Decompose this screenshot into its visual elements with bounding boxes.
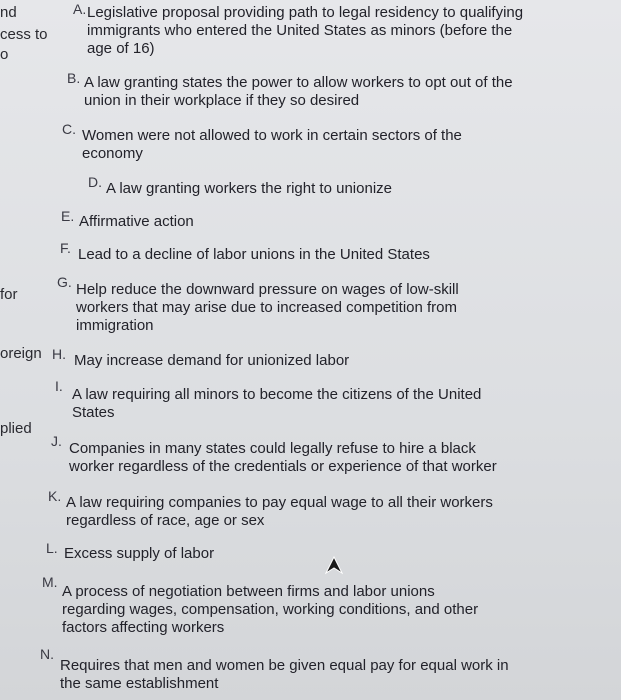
option-letter: K. xyxy=(48,488,62,504)
option-letter: I. xyxy=(55,378,63,394)
option-text: Legislative proposal providing path to legal residency to qualifying immigrants who entered the United States as minors (before the age of 16) xyxy=(87,4,524,57)
option-letter: E. xyxy=(61,208,75,224)
left-fragment: nd xyxy=(0,4,17,21)
option-text: Companies in many states could legally refuse to hire a black worker regardless of the credentials or experience of that worker xyxy=(69,440,497,475)
left-fragment: plied xyxy=(0,420,32,437)
option-letter: C. xyxy=(62,121,76,137)
mouse-pointer-icon xyxy=(325,556,343,576)
option-letter: L. xyxy=(46,540,58,556)
option-letter: G. xyxy=(57,274,72,290)
option-text: Lead to a decline of labor unions in the United States xyxy=(78,246,430,263)
left-fragment: cess to xyxy=(0,26,48,43)
option-text: Women were not allowed to work in certain sectors of the economy xyxy=(82,127,462,162)
option-text: Excess supply of labor xyxy=(64,545,215,562)
option-text: A law granting states the power to allow workers to opt out of the union in their workplace if they so desired xyxy=(84,74,513,109)
option-letter: D. xyxy=(88,174,102,190)
option-letter: A. xyxy=(73,1,87,17)
option-text: A law requiring all minors to become the citizens of the United States xyxy=(72,386,482,421)
option-letter: J. xyxy=(51,433,62,449)
option-letter: N. xyxy=(40,646,54,662)
option-text: Requires that men and women be given equal pay for equal work in the same establishment xyxy=(60,657,509,692)
left-fragment: o xyxy=(0,46,9,63)
option-letter: M. xyxy=(42,574,58,590)
option-text: A law granting workers the right to unionize xyxy=(106,180,392,197)
left-fragment: for xyxy=(0,286,18,303)
option-text: A process of negotiation between firms and labor unions regarding wages, compensation, working conditions, and other factors affecting workers xyxy=(62,583,479,636)
option-letter: B. xyxy=(67,70,81,86)
option-letter: F. xyxy=(60,240,71,256)
option-letter: H. xyxy=(52,346,66,362)
option-text: A law requiring companies to pay equal wage to all their workers regardless of race, age or sex xyxy=(66,494,493,529)
option-text: Help reduce the downward pressure on wages of low-skill workers that may arise due to increased competition from immigration xyxy=(76,281,459,334)
left-fragment: oreign xyxy=(0,345,42,362)
option-text: Affirmative action xyxy=(79,213,194,230)
option-text: May increase demand for unionized labor xyxy=(74,352,350,369)
